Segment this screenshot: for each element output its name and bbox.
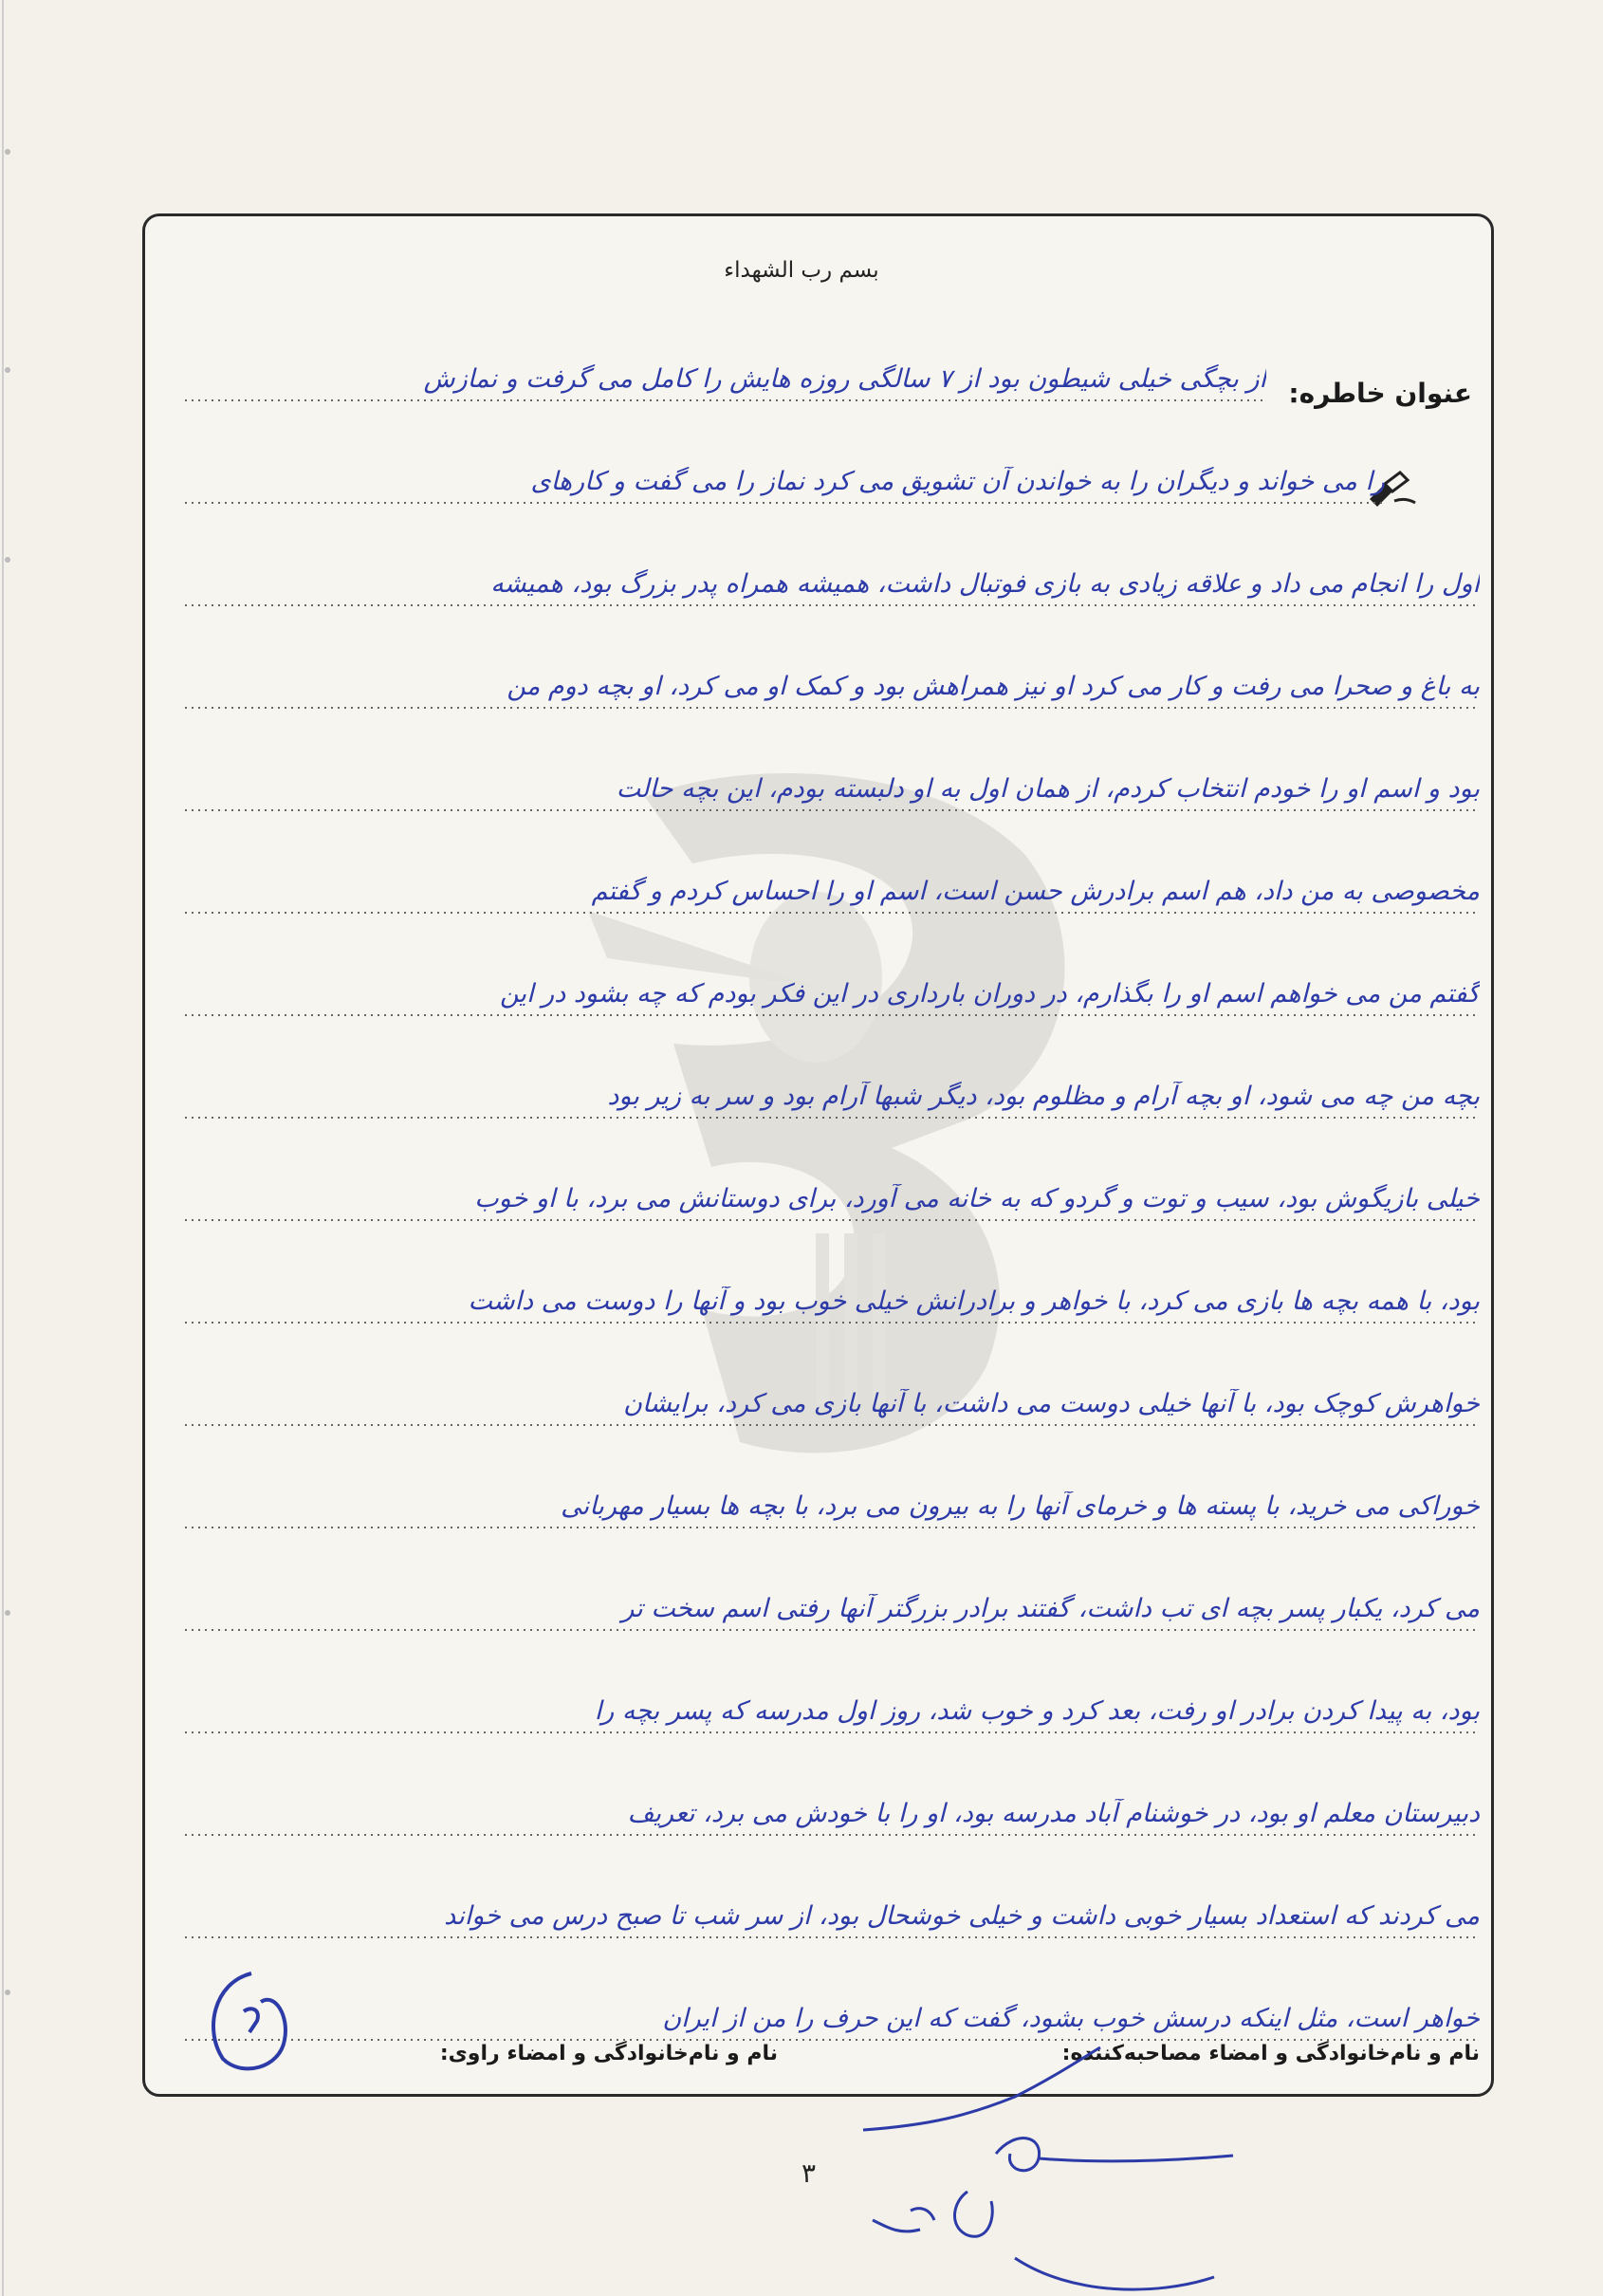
handwritten-body (185, 0, 1480, 2296)
page-number: ۳ (802, 2157, 817, 2189)
handwritten-line: به باغ و صحرا می رفت و کار می کرد او نیز همراهش بود و کمک او می کرد، او بچه دوم من (507, 672, 1480, 701)
handwritten-line: بود و اسم او را خودم انتخاب کردم، از همان اول به او دلبسته بودم، این بچه حالت (616, 774, 1480, 804)
binder-holes (0, 0, 19, 2296)
handwritten-signature (854, 2040, 1252, 2296)
handwritten-line: بود، با همه بچه ها بازی می کرد، با خواهر و برادرانش خیلی خوب بود و آنها را دوست می داشت (468, 1287, 1480, 1316)
narrator-signature-label: نام و نام‌خانوادگی و امضاء راوی: (439, 2042, 778, 2065)
memoir-title-label: عنوان خاطره: (1288, 378, 1472, 409)
handwritten-line: خواهرش کوچک بود، با آنها خیلی دوست می داشت، با آنها بازی می کرد، برایشان (623, 1389, 1480, 1418)
handwritten-line: اول را انجام می داد و علاقه زیادی به بازی فوتبال داشت، همیشه همراه پدر بزرگ بود، همیشه (490, 569, 1480, 599)
dotted-guide-lines (185, 0, 1480, 2296)
handwritten-line: بچه من چه می شود، او بچه آرام و مظلوم بود، دیگر شبها آرام بود و سر به زیر بود (607, 1082, 1480, 1111)
handwritten-line: بود، به پیدا کردن برادر او رفت، بعد کرد و خوب شد، روز اول مدرسه که پسر بچه را (594, 1696, 1480, 1726)
handwritten-line: مخصوصی به من داد، هم اسم برادرش حسن است، اسم او را احساس کردم و گفتم (591, 877, 1480, 906)
handwritten-line: می کردند که استعداد بسیار خوبی داشت و خیلی خوشحال بود، از سر شب تا صبح درس می خواند (444, 1901, 1480, 1931)
document-header: بسم رب الشهداء (724, 258, 879, 283)
handwritten-line: را می خواند و دیگران را به خواندن آن تشویق می کرد نماز را می گفت و کارهای (530, 467, 1385, 496)
handwritten-line: از بچگی خیلی شیطون بود از ۷ سالگی روزه هایش را کامل می گرفت و نمازش (423, 364, 1266, 394)
handwritten-line: دبیرستان معلم او بود، در خوشنام آباد مدرسه بود، او را با خودش می برد، تعریف (627, 1799, 1480, 1828)
handwritten-line: گفتم من می خواهم اسم او را بگذارم، در دوران بارداری در این فکر بودم که چه بشود در این (500, 979, 1480, 1009)
interviewer-signature-label: نام و نام‌خانوادگی و امضاء مصاحبه‌کننده: (1061, 2042, 1480, 2065)
handwritten-line: خواهر است، مثل اینکه درسش خوب بشود، گفت که این حرف را من از ایران (662, 2004, 1480, 2033)
handwritten-line: می کرد، یکبار پسر بچه ای تب داشت، گفتند برادر بزرگتر آنها رفتی اسم سخت تر (621, 1594, 1480, 1623)
handwritten-line: خوراکی می خرید، با پسته ها و خرمای آنها را به بیرون می برد، با بچه ها بسیار مهربانی (561, 1491, 1480, 1521)
handwritten-line: خیلی بازیگوش بود، سیب و توت و گردو که به خانه می آورد، برای دوستانش می برد، با او خوب (474, 1184, 1480, 1213)
circled-number-mark (194, 1964, 299, 2078)
